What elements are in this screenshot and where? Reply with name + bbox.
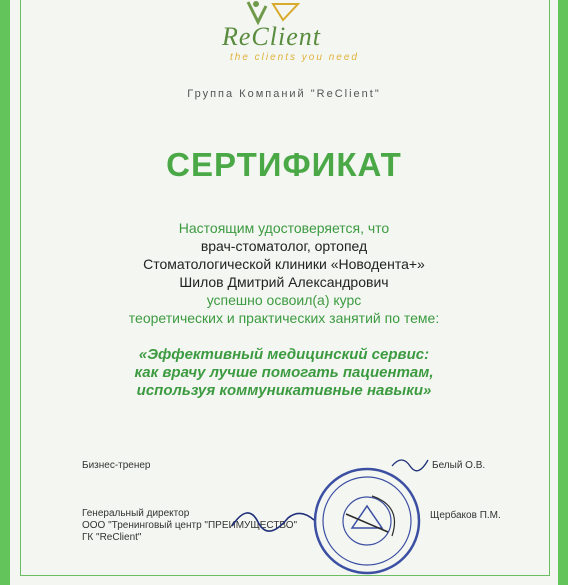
director-name: Щербаков П.М. xyxy=(430,510,501,521)
director-role-1: Генеральный директор xyxy=(82,508,190,519)
course-title-line-2: как врачу лучше помогать пациентам, xyxy=(134,364,434,381)
cert-line-5: успешно освоил(а) курс xyxy=(206,292,362,308)
trainer-signature-icon xyxy=(390,452,430,472)
trainer-role: Бизнес-тренер xyxy=(82,460,151,471)
cert-line-4: Шилов Дмитрий Александрович xyxy=(179,274,389,290)
cert-line-1: Настоящим удостоверяется, что xyxy=(178,220,390,236)
cert-line-3: Стоматологической клиники «Новодента+» xyxy=(143,256,425,272)
cert-line-6: теоретических и практических занятий по теме: xyxy=(128,310,440,326)
trainer-name: Белый О.В. xyxy=(432,460,486,471)
cert-line-2: врач-стоматолог, ортопед xyxy=(200,238,368,254)
director-role-2: ООО "Тренинговый центр "ПРЕИМУЩЕСТВО" xyxy=(82,520,298,531)
company-group-label: Группа Компаний "ReClient" xyxy=(187,88,381,100)
company-seal-icon xyxy=(312,466,422,576)
certificate-title: СЕРТИФИКАТ xyxy=(166,146,402,183)
course-title-line-3: используя коммуникативные навыки» xyxy=(136,382,432,399)
director-role-3: ГК "ReClient" xyxy=(82,532,142,543)
logo-brand-text: ReClient xyxy=(222,22,321,51)
course-title-line-1: «Эффективный медицинский сервис: xyxy=(138,346,430,363)
course-title xyxy=(0,346,568,400)
director-signature-icon xyxy=(228,500,318,534)
logo-tagline: the clients you need xyxy=(230,52,359,63)
reclient-logo xyxy=(218,0,368,70)
